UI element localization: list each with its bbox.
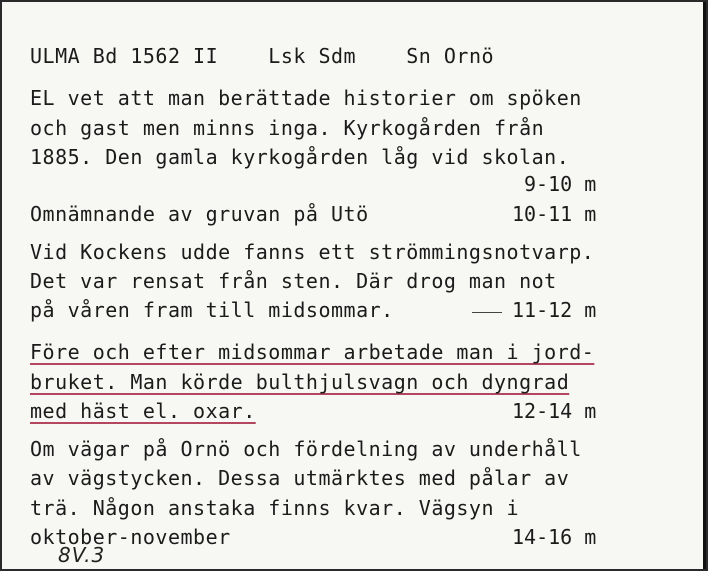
handwritten-note: 8V.3 [58, 543, 106, 567]
text-line-1: EL vet att man berättade historier om spöken [30, 86, 582, 110]
card-header [30, 44, 494, 68]
time-range-1: 9-10 m [524, 172, 597, 196]
index-card [2, 2, 706, 569]
time-range-3: 11-12 m [512, 298, 597, 322]
text-line-4: Omnämnande av gruvan på Utö [30, 202, 369, 226]
text-line-12: av vägstycken. Dessa utmärktes med pålar av [30, 466, 570, 490]
text-line-10: med häst el. oxar. [30, 399, 256, 423]
dash-mark [472, 312, 502, 313]
text-line-11: Om vägar på Ornö och fördelning av underhåll [30, 437, 582, 461]
time-range-2: 10-11 m [512, 202, 597, 226]
text-line-6: Det var rensat från sten. Där drog man not [30, 269, 557, 293]
landskap-ref: Lsk Sdm [268, 44, 357, 68]
text-line-13: trä. Någon anstaka finns kvar. Vägsyn i [30, 496, 520, 520]
text-line-2: och gast men minns inga. Kyrkogården från [30, 116, 545, 140]
socken-ref: Sn Ornö [406, 44, 495, 68]
time-range-5: 14-16 m [512, 525, 597, 549]
text-line-8: Före och efter midsommar arbetade man i jord- [30, 340, 595, 364]
text-line-3: 1885. Den gamla kyrkogården låg vid skolan. [30, 145, 570, 169]
text-line-14: oktober-november [30, 525, 231, 549]
text-line-7: på våren fram till midsommar. [30, 298, 394, 322]
text-line-5: Vid Kockens udde fanns ett strömmingsnotvarp. [30, 240, 595, 264]
time-range-4: 12-14 m [512, 399, 597, 423]
archive-ref: ULMA Bd 1562 II [30, 44, 219, 68]
text-line-9: bruket. Man körde bulthjulsvagn och dyngrad [30, 370, 570, 394]
